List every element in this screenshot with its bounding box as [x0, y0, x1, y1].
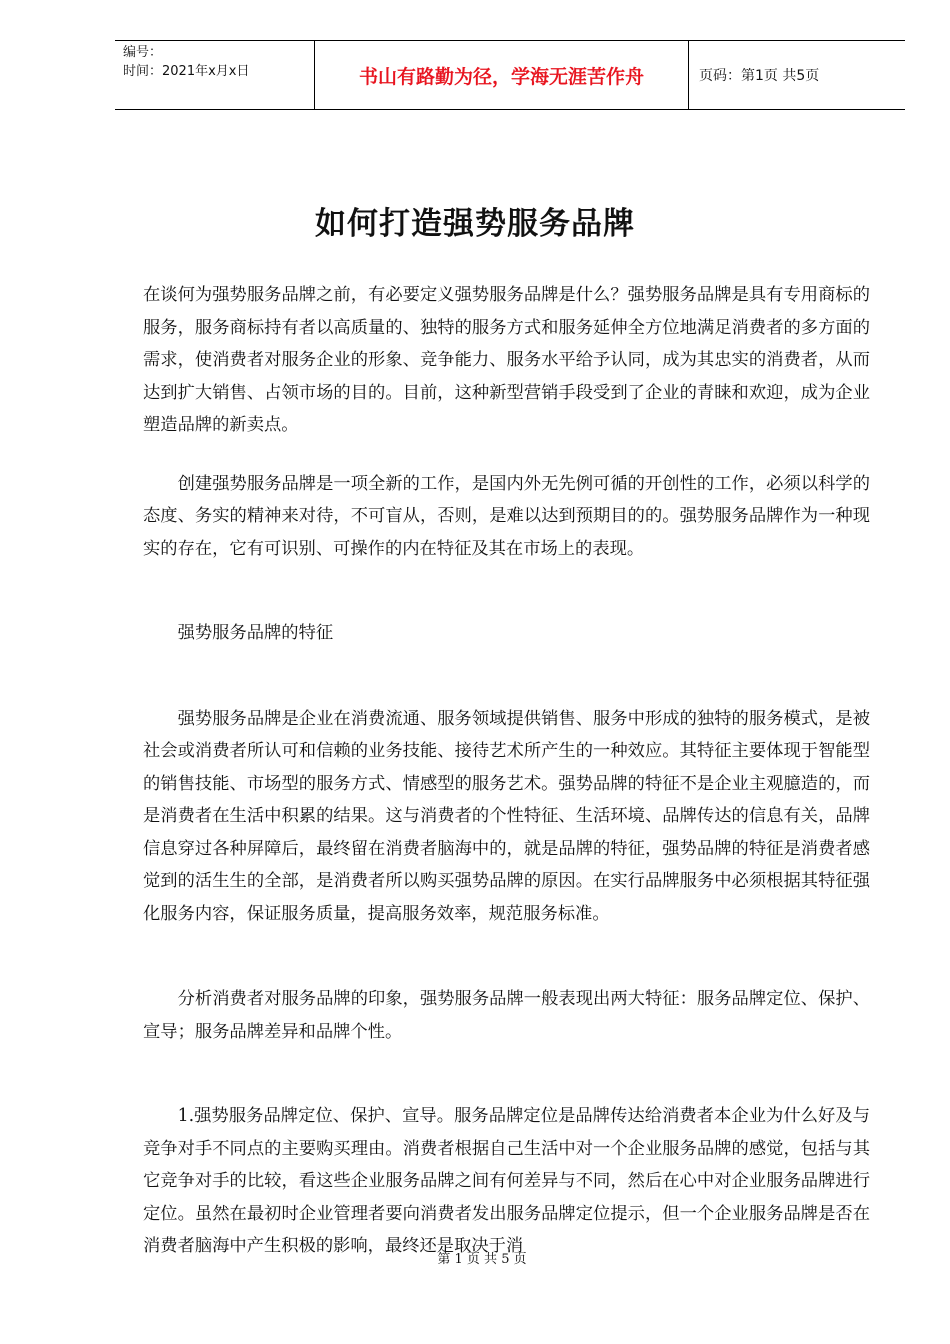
header-meta-cell — [115, 41, 315, 109]
paragraph-creation: 创建强势服务品牌是一项全新的工作，是国内外无先例可循的开创性的工作，必须以科学的态度、务实的精神来对待，不可盲从，否则，是难以达到预期目的的。强势服务品牌作为一种现实的存在，它有可识别、可操作的内在特征及其在市场上的表现。 — [143, 473, 870, 559]
document-title: 如何打造强势服务品牌 — [315, 206, 635, 242]
document-body — [143, 279, 870, 1263]
paragraph-intro: 在谈何为强势服务品牌之前，有必要定义强势服务品牌是什么？强势服务品牌是具有专用商标的服务，服务商标持有者以高质量的、独特的服务方式和服务延伸全方位地满足消费者的多方面的需求，使消费者对服务企业的形象、竞争能力、服务水平给予认同，成为其忠实的消费者，从而达到扩大销售、占领市场的目的。目前，这种新型营销手段受到了企业的青睐和欢迎，成为企业塑造品牌的新卖点。 — [143, 285, 870, 435]
section-heading: 强势服务品牌的特征 — [177, 623, 334, 643]
header-page-label: 页码：第1页 共5页 — [699, 68, 820, 84]
time-label: 时间：2021年x月x日 — [123, 64, 250, 79]
paragraph-features: 强势服务品牌是企业在消费流通、服务领域提供销售、服务中形成的独特的服务模式，是被社会或消费者所认可和信赖的业务技能、接待艺术所产生的一种效应。其特征主要体现于智能型的销售技能、市场型的服务方式、情感型的服务艺术。强势品牌的特征不是企业主观臆造的，而是消费者在生活中积累的结果。这与消费者的个性特征、生活环境、品牌传达的信息有关，品牌信息穿过各种屏障后，最终留在消费者脑海中的，就是品牌的特征，强势品牌的特征是消费者感觉到的活生生的全部，是消费者所以购买强势品牌的原因。在实行品牌服务中必须根据其特征强化服务内容，保证服务质量，提高服务效率，规范服务标准。 — [143, 708, 870, 924]
paragraph-analysis: 分析消费者对服务品牌的印象，强势服务品牌一般表现出两大特征：服务品牌定位、保护、宣导；服务品牌差异和品牌个性。 — [143, 989, 870, 1042]
serial-label: 编号： — [123, 45, 163, 60]
page-footer: 第 1 页 共 5 页 — [437, 1252, 527, 1267]
page-header — [115, 40, 905, 110]
header-motto: 书山有路勤为径，学海无涯苦作舟 — [315, 41, 689, 109]
paragraph-positioning: 1.强势服务品牌定位、保护、宣导。服务品牌定位是品牌传达给消费者本企业为什么好及与竞争对手不同点的主要购买理由。消费者根据自己生活中对一个企业服务品牌的感觉，包括与其它竞争对手的比较，看这些企业服务品牌之间有何差异与不同，然后在心中对企业服务品牌进行定位。虽然在最初时企业管理者要向消费者发出服务品牌定位提示，但一个企业服务品牌是否在消费者脑海中产生积极的影响，最终还是取决于消 — [143, 1106, 870, 1256]
